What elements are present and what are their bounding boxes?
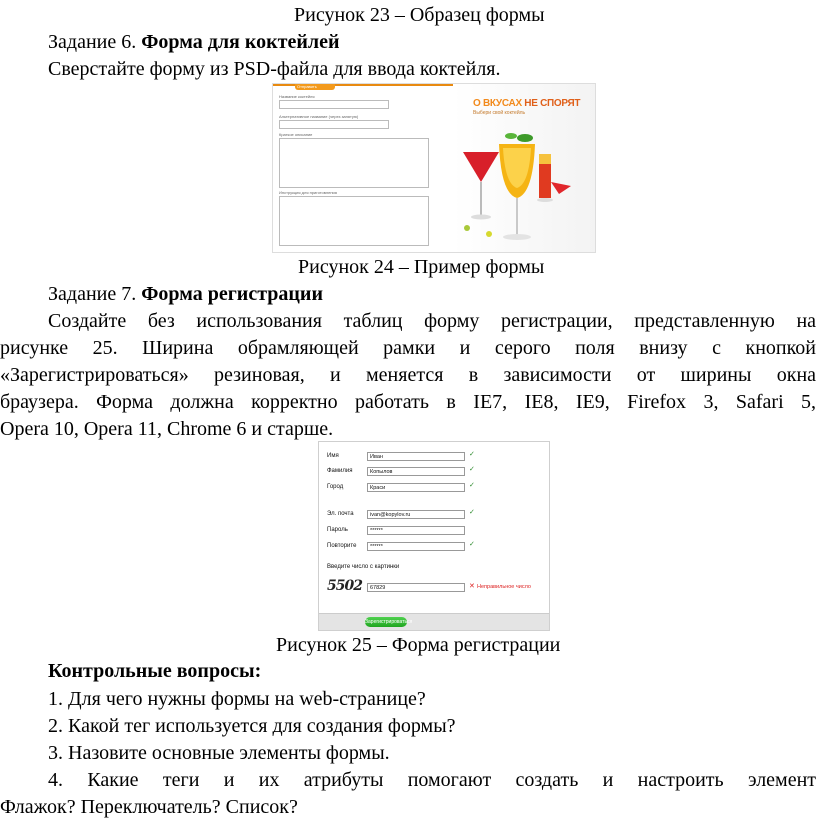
question-4-word: Какие [87, 769, 139, 791]
task-7-title: Форма регистрации [141, 283, 323, 305]
task-7-line-4-word: в [446, 391, 456, 413]
task-7-line-2-word: с [712, 337, 721, 359]
password-repeat-check-icon: ✓ [469, 541, 475, 548]
task-7-line-4-word: работать [355, 391, 430, 413]
task-7-line-4-word: Safari [735, 391, 784, 413]
task-7-line-1-word: регистрации, [501, 310, 613, 332]
cocktail-name-input [279, 100, 389, 109]
question-3: 3. Назовите основные элементы формы. [48, 742, 390, 764]
task-7-line-1-word: без [147, 310, 175, 332]
question-4-line-1 [0, 768, 816, 792]
task-7-line-4-word: должна [170, 391, 234, 413]
question-4-line-2: Флажок? Переключатель? Список? [0, 796, 298, 818]
city-input: Краси [367, 483, 465, 492]
question-4-word: атрибуты [303, 769, 384, 791]
cocktail-glasses-icon [459, 124, 579, 250]
password-label: Пароль [327, 527, 348, 533]
registration-form-figure [318, 441, 550, 631]
task-7-line-4-word: IE7, [473, 391, 508, 413]
task-6-heading [48, 30, 340, 54]
task-7-line-1-word: использования [196, 310, 322, 332]
brand-subtitle: Выбери свой коктейль [473, 110, 526, 116]
task-7-line-3-word: ширины [680, 364, 752, 386]
captcha-input: 67829 [367, 583, 465, 592]
task-7-line-4-word: 5, [801, 391, 816, 413]
captcha-error-text: Неправильное число [477, 584, 531, 590]
question-4-word: и [602, 769, 614, 791]
last-name-check-icon: ✓ [469, 466, 475, 473]
first-name-check-icon: ✓ [469, 451, 475, 458]
question-1: 1. Для чего нужны формы на web-странице? [48, 688, 426, 710]
question-4-word: теги [162, 769, 200, 791]
instructions-textarea [279, 196, 429, 246]
task-7-line-3-word: меняется [366, 364, 444, 386]
password-input: ****** [367, 526, 465, 535]
alt-name-input [279, 120, 389, 129]
task-7-line-3-word: резиновая, [214, 364, 305, 386]
task-6-prefix: Задание 6. [48, 31, 142, 53]
captcha-label: Введите число с картинки [327, 564, 400, 570]
password-repeat-input: ****** [367, 542, 465, 551]
task-7-line-4-word: Форма [96, 391, 154, 413]
captcha-image: 5502 [327, 578, 362, 594]
task-7-line-2-word: рисунке [0, 337, 69, 359]
task-7-line-1-word: Создайте [48, 310, 127, 332]
submit-button-label: Отправить [297, 84, 317, 89]
task-7-line-1 [0, 309, 816, 333]
brand-suffix: НЕ СПОРЯТ [524, 98, 581, 109]
captcha-error-icon: ✕ [469, 583, 475, 590]
task-7-line-2-word: серого [494, 337, 551, 359]
last-name-label: Фамилия [327, 468, 353, 474]
brand-prefix: О ВКУСАХ [473, 98, 525, 109]
question-4-word: помогают [407, 769, 492, 791]
figure-23-caption: Рисунок 23 – Образец формы [294, 4, 545, 26]
task-7-line-2-word: поля [575, 337, 615, 359]
task-7-line-1-word: на [796, 310, 816, 332]
figure-24-caption: Рисунок 24 – Пример формы [298, 256, 545, 278]
email-check-icon: ✓ [469, 509, 475, 516]
task-7-line-4-word: IE9, [575, 391, 610, 413]
questions-title: Контрольные вопросы: [48, 660, 262, 682]
city-label: Город [327, 484, 344, 490]
task-7-line-4-word: 3, [703, 391, 719, 413]
register-button: Зарегистрироваться [365, 619, 413, 625]
question-2: 2. Какой тег используется для создания формы? [48, 715, 456, 737]
task-7-line-1-word: представленную [634, 310, 775, 332]
task-7-line-2-word: рамки [383, 337, 436, 359]
task-7-line-4-word: корректно [251, 391, 338, 413]
instructions-label: Инструкция для приготовления [279, 190, 337, 195]
task-7-line-3-word: «Зарегистрироваться» [0, 364, 189, 386]
task-7-line-3-word: зависимости [503, 364, 612, 386]
description-textarea [279, 138, 429, 188]
task-7-line-3-word: в [468, 364, 479, 386]
task-7-prefix: Задание 7. [48, 283, 142, 305]
cocktail-name-label: Название коктейля [279, 94, 315, 99]
cocktail-form-figure [272, 83, 596, 253]
task-7-line-4-word: Firefox [627, 391, 687, 413]
question-4-word: настроить [637, 769, 724, 791]
first-name-label: Имя [327, 453, 339, 459]
task-7-line-2-word: 25. [92, 337, 118, 359]
task-7-line-2-word: обрамляющей [237, 337, 359, 359]
email-label: Эл. почта [327, 511, 354, 517]
task-6-text: Сверстайте форму из PSD-файла для ввода коктейля. [48, 58, 501, 80]
task-7-line-3 [0, 363, 816, 387]
alt-name-label: Альтернативное название (через запятую) [279, 114, 359, 119]
task-7-line-2-word: кнопкой [745, 337, 816, 359]
task-7-line-1-word: форму [424, 310, 480, 332]
question-4-word: их [258, 769, 280, 791]
task-7-line-3-word: и [330, 364, 341, 386]
password-repeat-label: Повторите [327, 543, 357, 549]
task-7-heading [48, 282, 323, 306]
task-7-line-3-word: окна [776, 364, 816, 386]
task-7-line-4-word: браузера. [0, 391, 79, 413]
question-4-word: создать [515, 769, 579, 791]
email-input: ivan@kopylov.ru [367, 510, 465, 519]
figure-25-caption: Рисунок 25 – Форма регистрации [276, 634, 561, 656]
task-6-title: Форма для коктейлей [141, 31, 340, 53]
description-label: Краткое описание [279, 132, 313, 137]
question-4-word: элемент [747, 769, 816, 791]
task-7-line-4 [0, 390, 816, 414]
task-7-line-5: Opera 10, Opera 11, Chrome 6 и старше. [0, 418, 334, 440]
question-4-word: 4. [48, 769, 63, 791]
first-name-input: Иван [367, 452, 465, 461]
last-name-input: Копылов [367, 467, 465, 476]
task-7-line-2-word: Ширина [142, 337, 214, 359]
task-7-line-2-word: и [459, 337, 471, 359]
submit-bar [319, 613, 549, 630]
task-7-line-2-word: внизу [639, 337, 688, 359]
task-7-line-1-word: таблиц [343, 310, 403, 332]
question-4-word: и [223, 769, 235, 791]
brand-title [473, 98, 580, 109]
task-7-line-2 [0, 336, 816, 360]
task-7-line-4-word: IE8, [524, 391, 559, 413]
city-check-icon: ✓ [469, 482, 475, 489]
task-7-line-3-word: от [636, 364, 656, 386]
